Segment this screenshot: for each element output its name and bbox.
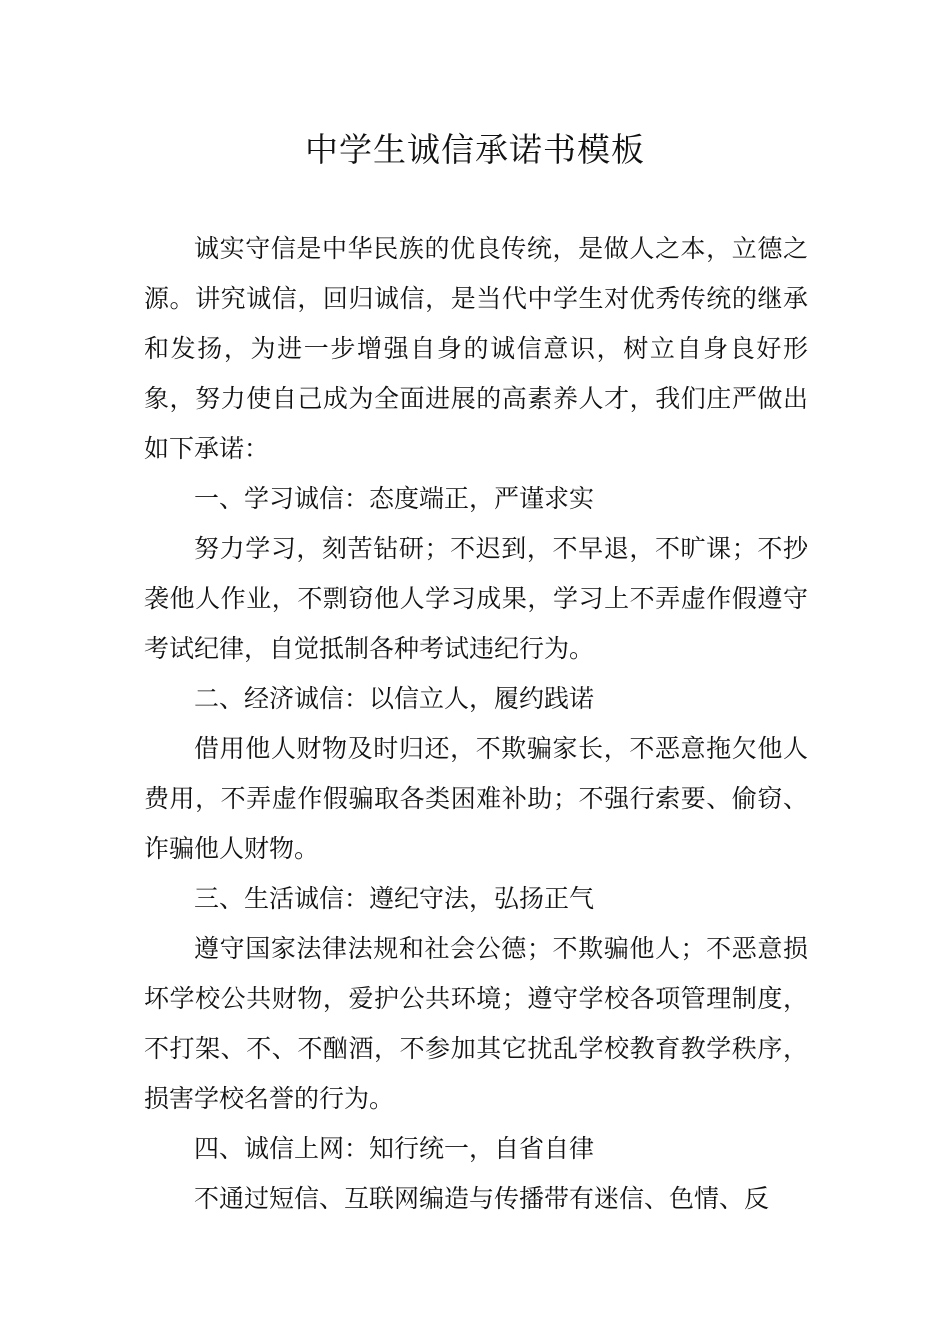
section-body-study: 努力学习，刻苦钻研；不迟到，不早退，不旷课；不抄袭他人作业，不剽窃他人学习成果，学习上不弄虚作假遵守考试纪律，自觉抵制各种考试违纪行为。: [144, 534, 808, 663]
section-heading-life: 三、生活诚信：遵纪守法，弘扬正气: [194, 884, 595, 913]
section-body-internet: 不通过短信、互联网编造与传播带有迷信、色情、反: [194, 1184, 770, 1213]
section-body-life: 遵守国家法律法规和社会公德；不欺骗他人；不恶意损坏学校公共财物，爱护公共环境；遵守学校各项管理制度，不打架、不、不酗酒，不参加其它扰乱学校教育教学秩序，损害学校名誉的行为。: [144, 934, 808, 1113]
document-body: [144, 224, 808, 1224]
document-title: 中学生诚信承诺书模板: [305, 130, 645, 169]
section-heading-study: 一、学习诚信：态度端正，严谨求实: [194, 484, 595, 513]
section-heading-internet: 四、诚信上网：知行统一，自省自律: [194, 1134, 595, 1163]
section-heading-economy: 二、经济诚信：以信立人，履约践诺: [194, 684, 595, 713]
intro-paragraph: 诚实守信是中华民族的优良传统，是做人之本，立德之源。讲究诚信，回归诚信，是当代中学生对优秀传统的继承和发扬，为进一步增强自身的诚信意识，树立自身良好形象，努力使自己成为全面进展的高素养人才，我们庄严做出如下承诺：: [144, 234, 808, 463]
section-body-economy: 借用他人财物及时归还，不欺骗家长，不恶意拖欠他人费用，不弄虚作假骗取各类困难补助；不强行索要、偷窃、诈骗他人财物。: [144, 734, 808, 863]
